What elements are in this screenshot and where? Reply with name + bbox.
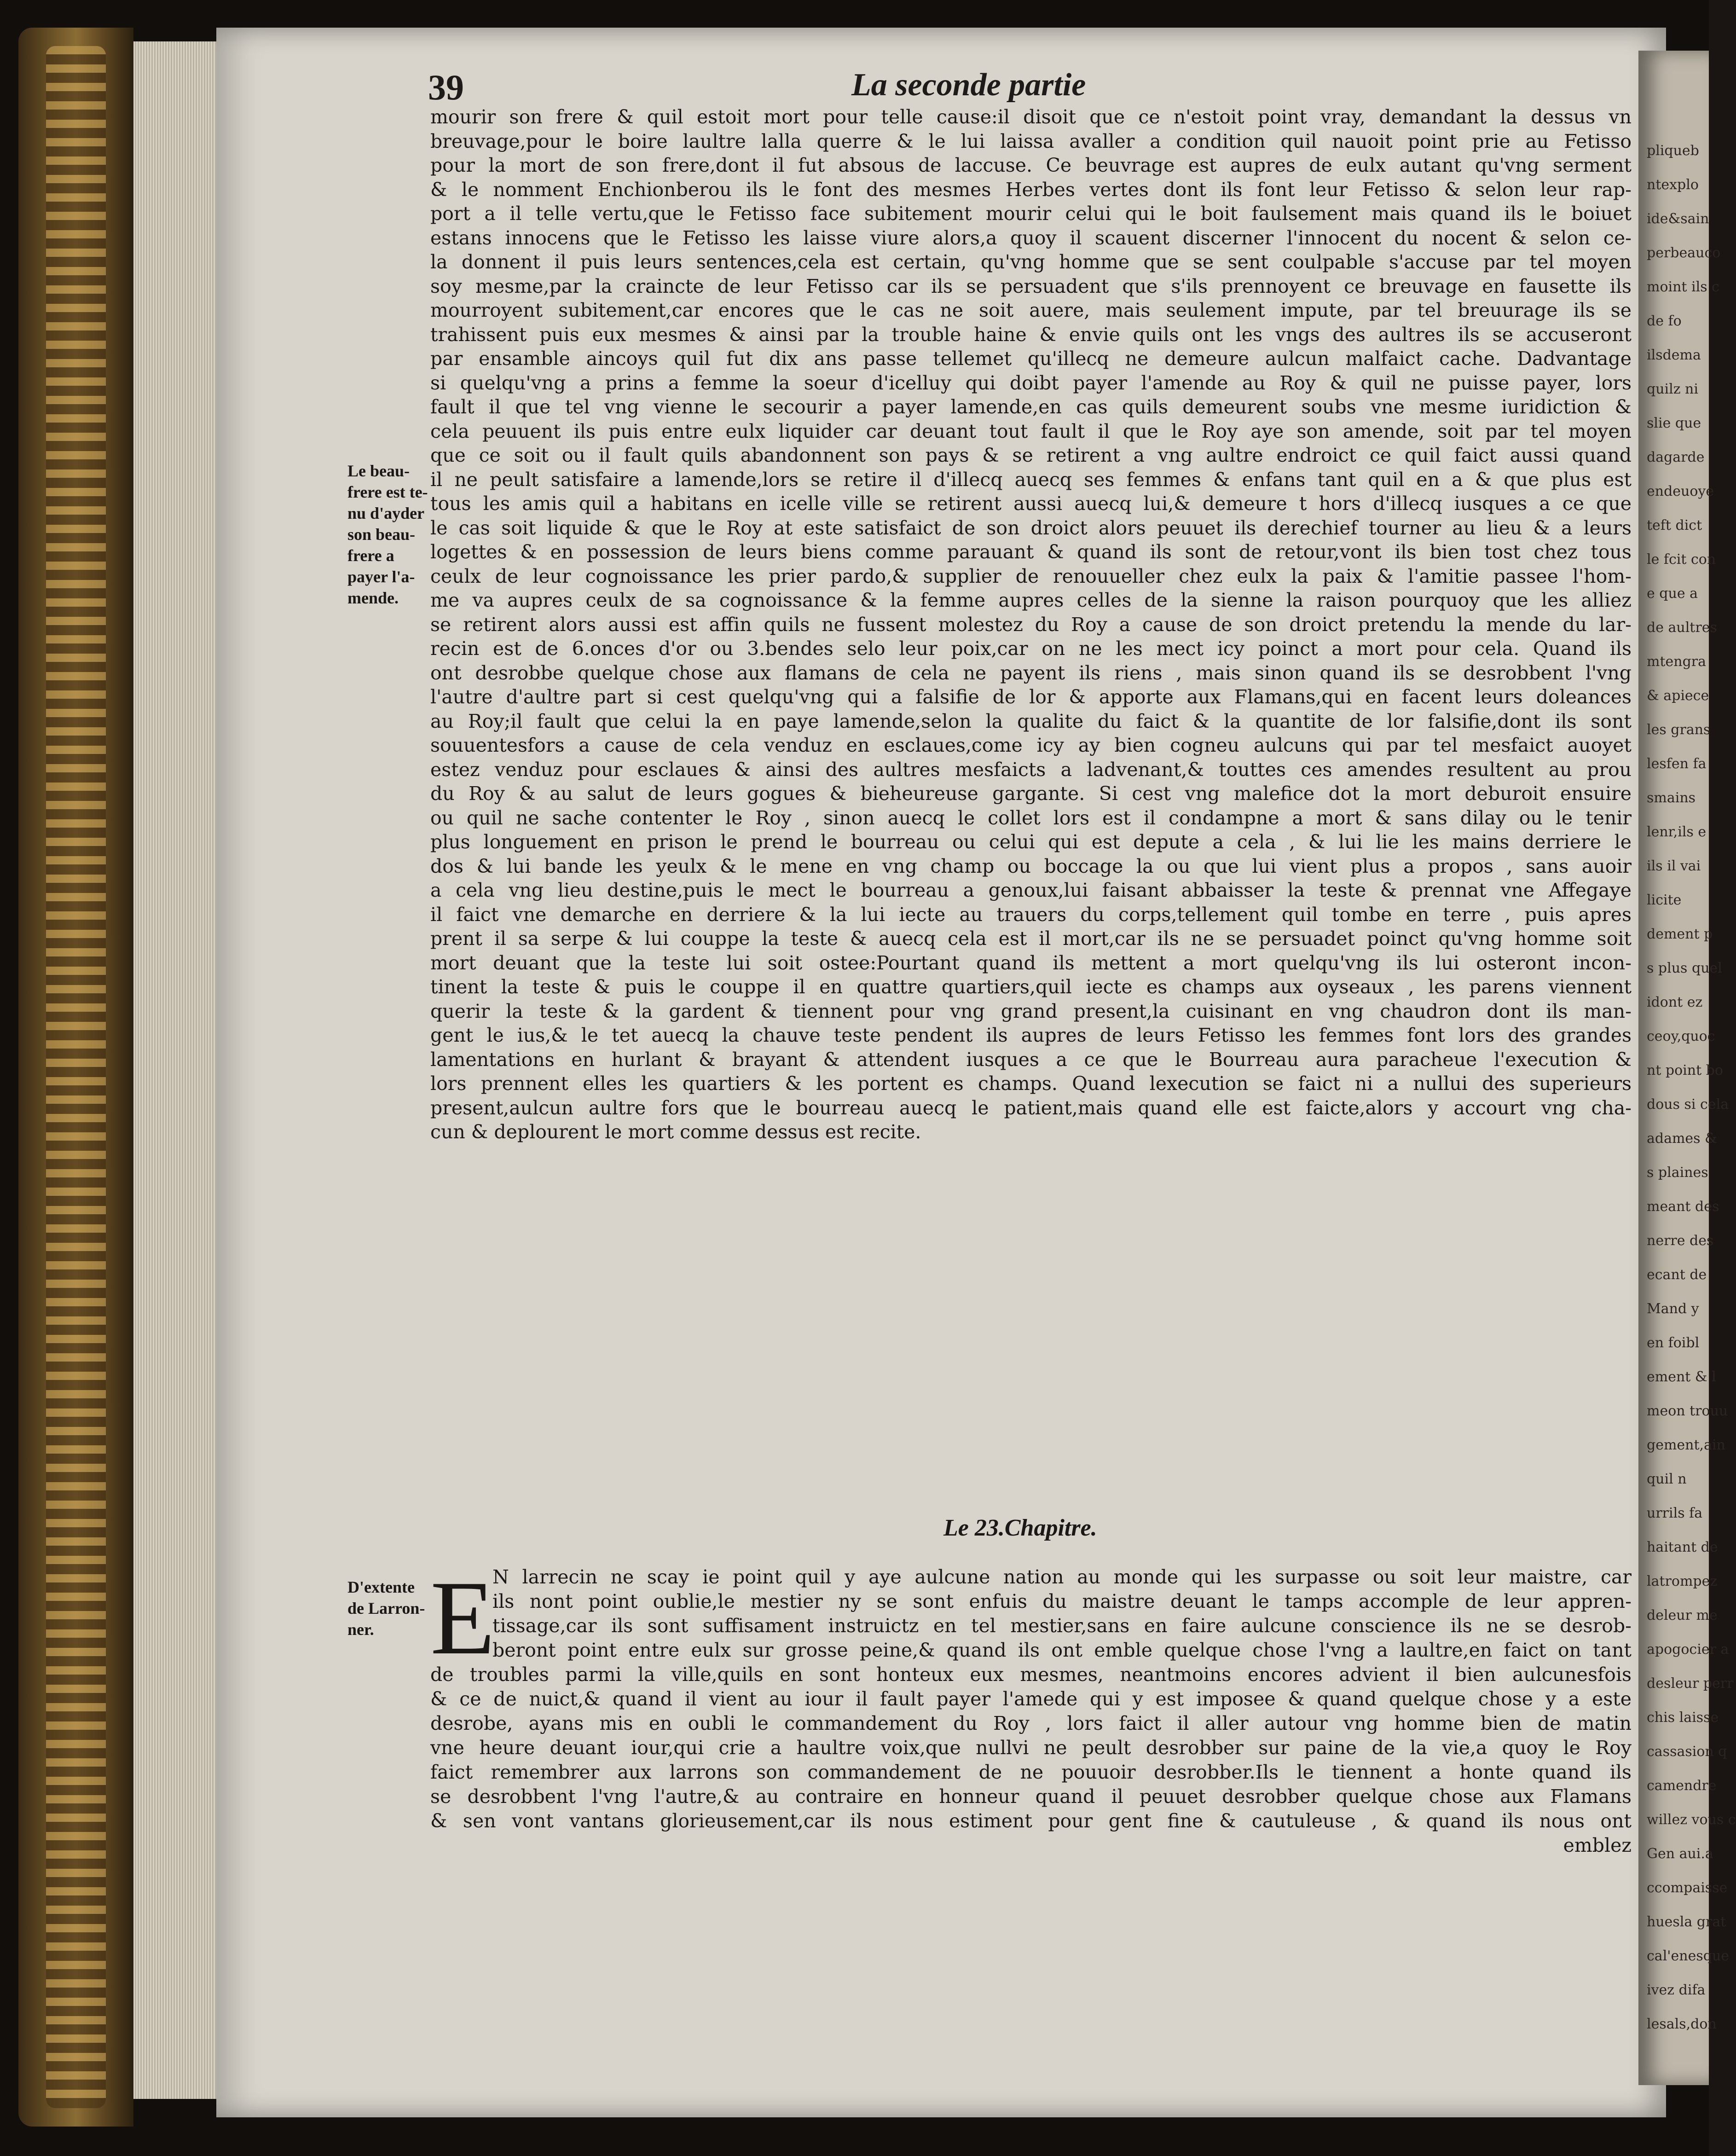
text-line: mourir son frere & quil estoit mort pour telle cause:il disoit que ce n'estoit point vray, demandant la dessus vn — [430, 106, 1632, 128]
text-line: au Roy;il fault que celui la en paye lamende,selon la qualite du faict & la quantite de lor falsifie,dont ils sont — [430, 710, 1632, 732]
text-line: & le nomment Enchionberou ils le font des mesmes Herbes vertes dont ils font leur Fetisso & selon leur rap- — [430, 178, 1632, 201]
next-page-fragment: dous si cela — [1647, 1096, 1729, 1113]
drop-cap: E — [430, 1559, 495, 1676]
text-line: cun & deplourent le mort comme dessus est recite. — [430, 1121, 921, 1143]
next-page-fragment: meant des — [1647, 1199, 1719, 1215]
chapter-heading: Le 23.Chapitre. — [943, 1515, 1097, 1541]
next-page-fragment: e que a — [1647, 585, 1698, 602]
next-page-fragment: & apiece — [1647, 688, 1709, 704]
text-line: lors prennent elles les quartiers & les portent es champs. Quand lexecution se faict ni a nullui des superieurs — [430, 1072, 1632, 1095]
spine-ornament — [46, 46, 106, 2108]
text-line: par ensamble aincoys quil fut dix ans passe tellemet qu'illecq ne demeure aulcun malfaict cache. Dadvantage — [430, 348, 1632, 370]
text-line: port a il telle vertu,que le Fetisso face subitement mourir celui qui le boit faulsement mais quand ils le boiuet — [430, 203, 1632, 225]
text-line: tinent la teste & puis le couppe il en quattre quartiers,quil iecte es champs aux oyseaux , les parens viennent — [430, 976, 1632, 998]
text-line: souuentesfors a cause de cela venduz en esclaues,come icy ay bien cogneu aulcuns qui par tel mesfaict auoyet — [430, 734, 1632, 756]
chapter-text — [430, 1559, 1632, 1858]
text-line: si quelqu'vng a prins a femme la soeur d'icelluy qui doibt payer l'amende au Roy & quil ne puisse payer, lors — [430, 371, 1632, 394]
book-spine — [18, 28, 133, 2127]
next-page-fragment: Mand y — [1647, 1301, 1699, 1317]
next-page-fragment: desleur perr — [1647, 1675, 1734, 1692]
next-page-fragment: nt point bo — [1647, 1062, 1723, 1078]
next-page-fragment: quil n — [1647, 1471, 1687, 1487]
chapter-line: de troubles parmi la ville,quils en sont honteux eux mesmes, neantmoins encores advient il bien aulcunesfois — [430, 1663, 1632, 1686]
next-page-fragment: de aultres — [1647, 620, 1717, 636]
next-page-fragment: ceoy,quoc — [1647, 1028, 1715, 1044]
text-line: ceulx de leur cognoissance les prier pardo,& supplier de renouueller chez eulx la paix & l'amitie passee l'hom- — [430, 565, 1632, 587]
next-page-fragment: de fo — [1647, 313, 1682, 329]
text-line: pour la mort de son frere,dont il fut absous de laccuse. Ce beuvrage est aupres de eulx autant qu'vng serment — [430, 154, 1632, 176]
next-page-fragment: ivez difa — [1647, 1982, 1706, 1998]
text-line: le cas soit liquide & que le Roy at este satisfaict de son droict alors peuuet ils derechief tourner au lieu & a leurs — [430, 516, 1632, 539]
next-page-fragment: endeuoye — [1647, 483, 1714, 499]
text-line: present,aulcun aultre fors que le bourreau auecq le patient,mais quand elle est faicte,alors y accourt vng cha- — [430, 1096, 1632, 1119]
next-page-fragment: apogocier a — [1647, 1641, 1729, 1658]
next-page-fragment: quilz ni — [1647, 381, 1698, 397]
margin-note-line: D'extente — [347, 1578, 415, 1596]
next-page-fragment: lesals,don — [1647, 2016, 1717, 2032]
text-line: logettes & en possession de leurs biens comme parauant & quand ils sont de retour,vont ils bien tost chez tous — [430, 541, 1632, 563]
text-line: il faict vne demarche en derriere & la lui iecte au trauers du corps,tellement quil tombe en terre , puis apres — [430, 903, 1632, 926]
body-text — [430, 105, 1632, 1144]
margin-note-line: frere a — [347, 546, 394, 565]
next-page-fragment: willez vous c — [1647, 1812, 1736, 1828]
next-page-fragment: s plaines — [1647, 1165, 1708, 1181]
next-page-fragment: meon trouu — [1647, 1403, 1728, 1419]
margin-note-line: Le beau- — [347, 462, 410, 480]
next-page-fragment: idont ez — [1647, 994, 1703, 1010]
text-line: ont desrobbe quelque chose aux flamans de cela ne payent ils riens , mais sinon quand ils se desrobbent l'vng — [430, 661, 1632, 684]
next-page-fragment: pliqueb — [1647, 143, 1699, 159]
text-line: du Roy & au salut de leurs gogues & bieheureuse gargante. Si cest vng malefice dot la mort deburoit ensuire — [430, 782, 1632, 805]
next-page-fragment: ide&sain — [1647, 211, 1709, 227]
next-page-fragment: lenr,ils e — [1647, 824, 1707, 840]
text-line: estans innocens que le Fetisso les laisse viure alors,a quoy il scauent discerner l'innocent du nocent & selon ce- — [430, 226, 1632, 249]
next-page-fragment: haitant de — [1647, 1539, 1718, 1555]
margin-note-beau-frere — [347, 460, 428, 609]
margin-note-larronner — [347, 1576, 428, 1640]
next-page-fragment: cassasion q — [1647, 1744, 1727, 1760]
next-page-fragment: cal'enesque — [1647, 1948, 1730, 1964]
next-page-fragment: ilsdema — [1647, 347, 1701, 363]
next-page-fragment: s plus quel — [1647, 960, 1722, 976]
next-page-fragment: dement p — [1647, 926, 1713, 942]
margin-note-line: de Larron- — [347, 1599, 425, 1617]
text-line: mourroyent subitement,car encores que le cas ne soit auere, mais seulement impute, par tel breuurage ils se — [430, 299, 1632, 321]
text-line: fault il que tel vng vienne le secourir a payer lamende,en cas quils demeurent soubs vne mesme iuridiction & — [430, 396, 1632, 418]
text-line: prent il sa serpe & lui couppe la teste & auecq cela est il mort,car ils ne se persuadet poinct qu'vng homme soit — [430, 927, 1632, 950]
next-page-fragment: huesla grat — [1647, 1914, 1726, 1930]
chapter-line: & sen vont vantans glorieusement,car ils nous estiment pour gent fine & cautuleuse , & quand ils nous ont — [430, 1810, 1632, 1832]
text-line: recin est de 6.onces d'or ou 3.bendes selo leur poix,car on ne les mect icy poinct a mort pour cela. Quand ils — [430, 638, 1632, 660]
chapter-line: beront point entre eulx sur grosse peine,& quand ils ont emble quelque chose l'vng a laultre,en faict on tant — [492, 1639, 1632, 1661]
margin-note-line: mende. — [347, 589, 399, 607]
chapter-line: faict remembrer aux larrons son commandement de ne pouuoir desrobber.Ils le tiennent a honte quand ils — [430, 1761, 1632, 1783]
text-line: breuvage,pour le boire laultre lalla querre & le lui laissa avaller a condition quil nauoit point prie au Fetisso — [430, 130, 1632, 152]
next-page-fragment: mtengra — [1647, 654, 1707, 670]
text-line: que ce soit ou il fault quils abandonnent son pays & se retirent a vng aultre endroict ce quil faict aussi quand — [430, 444, 1632, 466]
text-line: soy mesme,par la craincte de leur Fetisso car ils se persuadent que s'ils prennoyent ce breuvage en fausette ils — [430, 275, 1632, 297]
next-page-fragment: licite — [1647, 892, 1682, 908]
text-line: ou quil ne sache contenter le Roy , sinon auecq le collet lors est il condampne a mort & sans dilay ou le tenir — [430, 806, 1632, 829]
text-line: cela peuuent ils puis entre eulx liquider car deuant tout fault il que le Roy aye son amende, soit par tel moyen — [430, 420, 1632, 442]
text-line: tous les amis quil a habitans en icelle ville se retirent aussi auecq lui,& demeure t hors d'illecq iusques a ce que — [430, 493, 1632, 515]
page-edges — [133, 41, 226, 2099]
margin-note-line: nu d'ayder — [347, 504, 425, 522]
next-page-fragment: lesfen fa — [1647, 756, 1707, 772]
text-line: la donnent il puis leurs sentences,cela est certain, qu'vng homme que se sent coulpable s'accuse par tel moyen — [430, 251, 1632, 273]
next-page-fragment: perbeauco — [1647, 245, 1721, 261]
text-line: lamentations en hurlant & brayant & attendent iusques a ce que le Bourreau aura paracheue l'execution & — [430, 1048, 1632, 1071]
chapter-line: se desrobbent l'vng l'autre,& au contraire en honneur quand il peuuet desrobber quelque chose aux Flamans — [430, 1785, 1632, 1808]
text-line: se retirent alors aussi est affin quils ne fussent molestez du Roy a cause de son droict pretendu la mende du lar- — [430, 613, 1632, 636]
text-line: il ne peult satisfaire a lamende,lors se retire il d'illecq auecq ses femmes & enfans tant quil en a & que plus est — [430, 468, 1632, 491]
chapter-line: tissage,car ils sont suffisament instruictz en tel mestier,sans en faire aulcune conscience ils ne se desrob- — [492, 1615, 1632, 1637]
chapter-line: N larrecin ne scay ie point quil y aye aulcune nation au monde qui les surpasse ou soit leur maistre, car — [492, 1566, 1632, 1588]
chapter-line: vne heure deuant iour,qui crie a haultre voix,que nullvi ne peult desrobber sur paine de la vie,a quoy le Roy — [430, 1737, 1632, 1759]
next-page-fragment: camendre — [1647, 1778, 1717, 1794]
next-page-fragment: adames & — [1647, 1130, 1717, 1147]
next-page-fragment: slie que — [1647, 415, 1701, 431]
next-page-fragment: dagarde — [1647, 449, 1705, 465]
text-line: me va aupres ceulx de sa cognoissance & la femme aupres celles de la sienne la raison pourquoy que les alliez — [430, 589, 1632, 611]
next-page-fragment: moint ils c — [1647, 279, 1719, 295]
text-line: estez venduz pour esclaues & ainsi des aultres mesfaicts a ladvenant,& touttes ces amendes resultent au prou — [430, 758, 1632, 781]
next-page-fragment: gement,ain — [1647, 1437, 1725, 1453]
folio-number: 39 — [428, 67, 464, 107]
next-page-fragment: smains — [1647, 790, 1696, 806]
next-page-fragment: nerre des — [1647, 1233, 1714, 1249]
next-page-fragment: chis laisse — [1647, 1710, 1719, 1726]
text-line: l'autre d'aultre part si cest quelqu'vng qui a falsifie de lor & apporte aux Flamans,qui en facent leurs doleances — [430, 686, 1632, 708]
next-page-fragment: ntexplo — [1647, 177, 1699, 193]
text-line: querir la teste & la gardent & tiennent pour vng grand present,la cuisinant en vng chaudron dont ils man- — [430, 1000, 1632, 1022]
chapter-line: & ce de nuict,& quand il vient au iour il fault payer l'amede qui y est imposee & quand quelque chose y a este — [430, 1688, 1632, 1710]
chapter-line: ils nont point oublie,le mestier ny se sont enfuis du maistre deuant le tamps accomple de leur appren- — [492, 1590, 1632, 1612]
next-page-edge — [1638, 51, 1736, 2085]
margin-note-line: son beau- — [347, 525, 416, 544]
next-page-fragment: ccompaisse — [1647, 1880, 1728, 1896]
next-page-fragment: en foibl — [1647, 1335, 1700, 1351]
text-line: mort deuant que la teste lui soit ostee:Pourtant quand ils mettent a mort quelqu'vng ils lui osteront incon- — [430, 951, 1632, 974]
text-line: gent le ius,& le tet auecq la chauve teste pendent ils aupres de leurs Fetisso les femmes font lors des grandes — [430, 1024, 1632, 1046]
margin-note-line: frere est te- — [347, 483, 428, 501]
next-page-fragment: deleur me — [1647, 1607, 1718, 1623]
chapter-line: emblez — [1563, 1834, 1632, 1856]
text-line: plus longuement en prison le prend le bourreau ou celui qui est depute a cela , & lui lie les mains derriere le — [430, 831, 1632, 853]
next-page-fragment: teft dict — [1647, 517, 1702, 533]
running-title: La seconde partie — [851, 67, 1086, 103]
next-page-fragment: ecant de — [1647, 1267, 1707, 1283]
next-page-fragment: ement & l — [1647, 1369, 1716, 1385]
text-line: dos & lui bande les yeulx & le mene en vng champ ou boccage la ou que lui vient plus a propos , sans auoir — [430, 855, 1632, 877]
next-page-fragment: Gen aui.a — [1647, 1846, 1713, 1862]
next-page-fragment: ils il vai — [1647, 858, 1701, 874]
margin-note-line: ner. — [347, 1620, 374, 1639]
chapter-line: desrobe, ayans mis en oubli le commandement du Roy , lors faict il aller autour vng homme bien de matin — [430, 1712, 1632, 1734]
next-page-fragment: latrompez — [1647, 1573, 1718, 1589]
text-line: trahissent puis eux mesmes & ainsi par la trouble haine & envie quils ont les vngs des aultres ils se accuseront — [430, 323, 1632, 346]
text-line: a cela vng lieu destine,puis le mect le bourreau a genoux,lui faisant abbaisser la teste & prennat vne Affegaye — [430, 879, 1632, 901]
margin-note-line: payer l'a- — [347, 568, 415, 586]
next-page-fragment: urrils fa — [1647, 1505, 1703, 1521]
next-page-fragment: le fcit con — [1647, 551, 1716, 568]
next-page-fragment: les grans — [1647, 722, 1711, 738]
